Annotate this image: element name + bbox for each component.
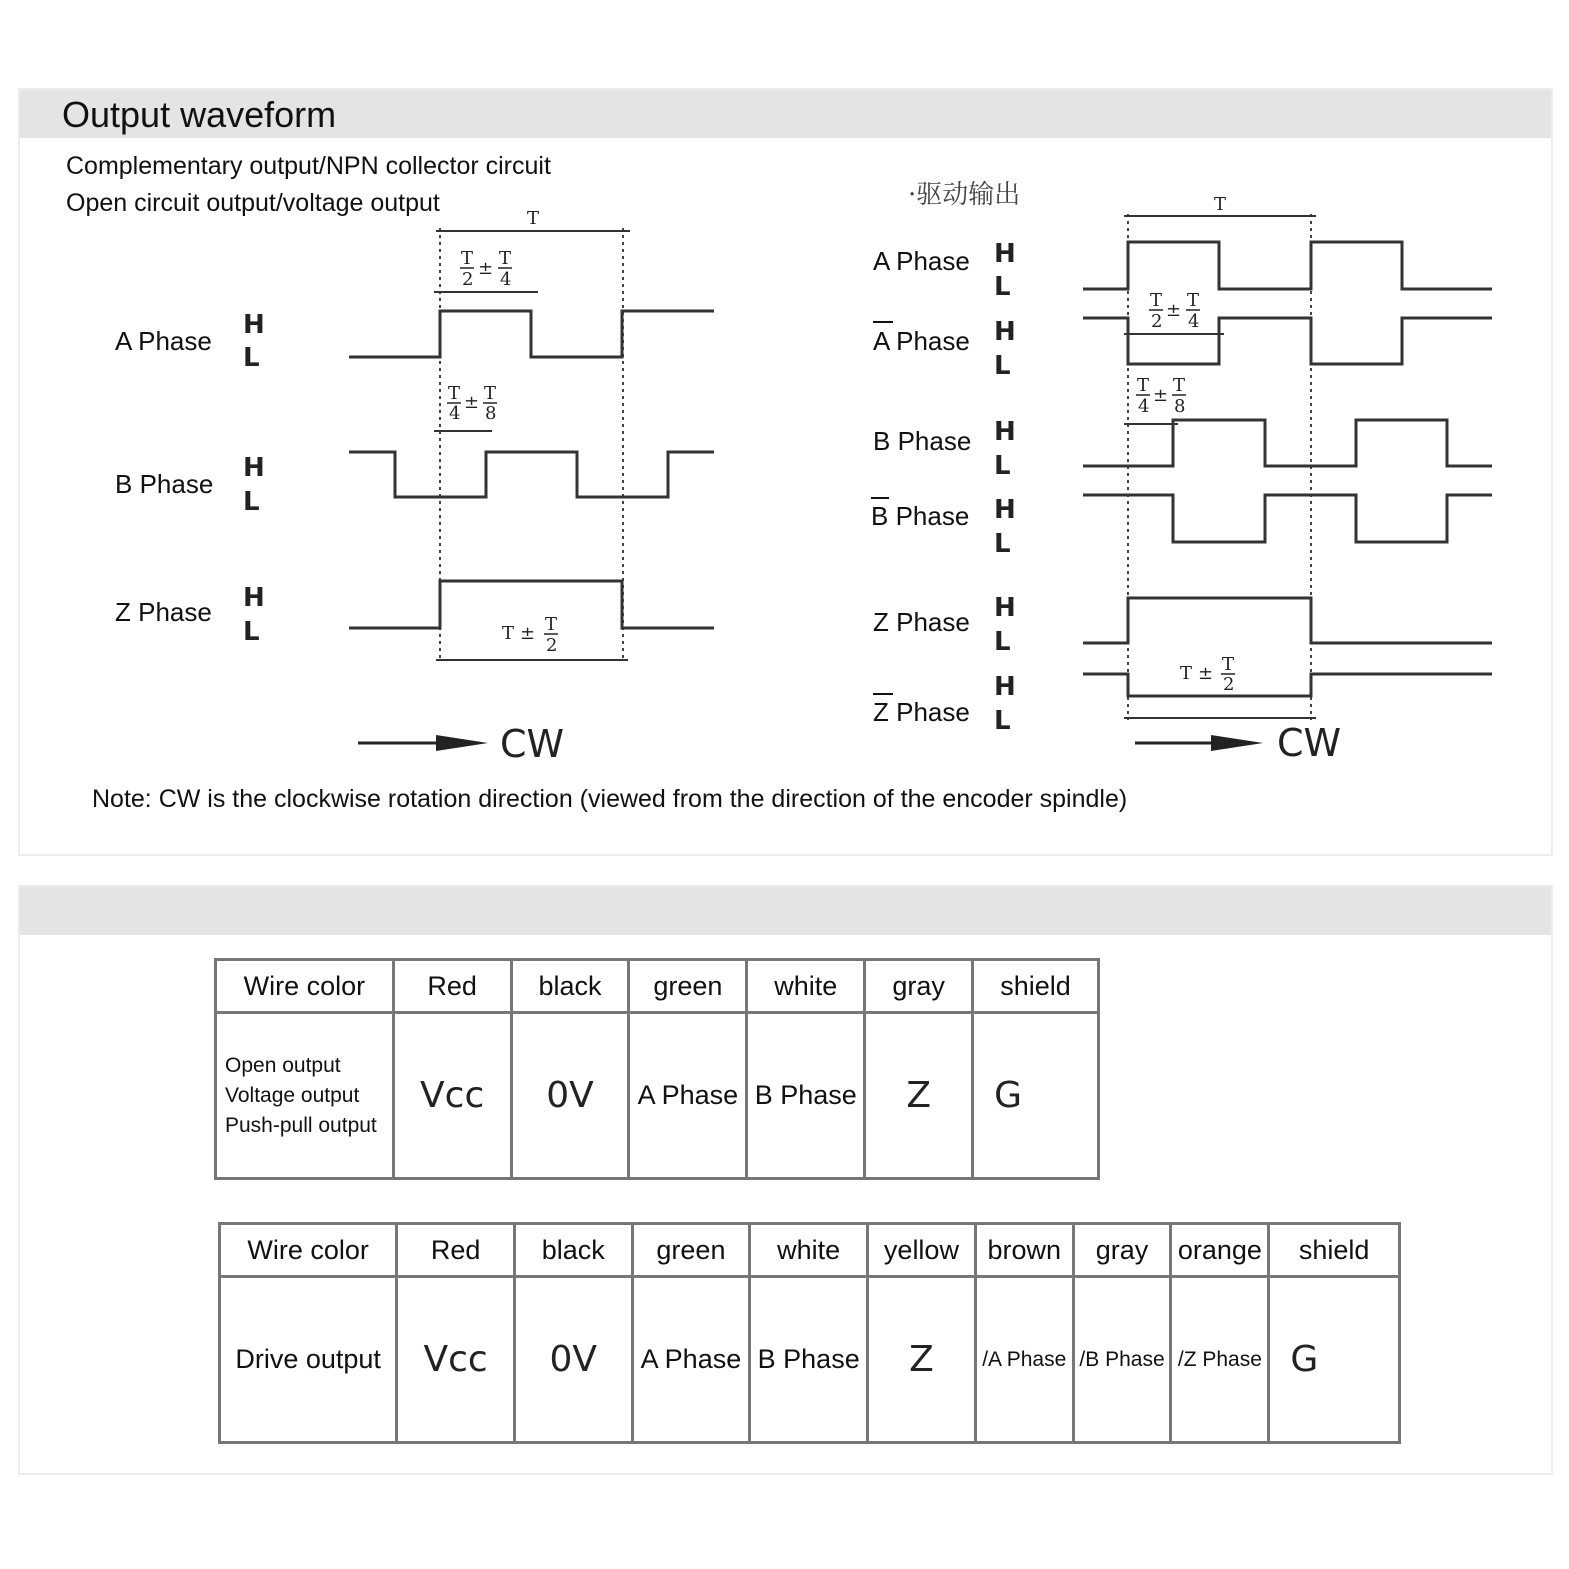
header-cell: black — [511, 960, 629, 1013]
high-label: H — [243, 310, 265, 340]
table-cell: 0V — [511, 1013, 629, 1179]
half-period-label — [1149, 290, 1200, 332]
waveform-a — [1083, 242, 1492, 289]
waveform-b — [1083, 420, 1492, 466]
subtitle-line-2: Open circuit output/voltage output — [66, 189, 440, 217]
svg-text:2: 2 — [462, 269, 474, 290]
svg-text:2: 2 — [546, 635, 558, 656]
table-cell: /Z Phase — [1171, 1277, 1269, 1443]
table-cell: Vcc — [393, 1013, 511, 1179]
cw-arrow-icon — [436, 735, 488, 751]
phase-label-z: Z Phase — [115, 597, 212, 627]
svg-text:2: 2 — [1223, 674, 1235, 695]
svg-text:4: 4 — [500, 269, 512, 290]
period-label: T — [1214, 194, 1227, 215]
table-cell: G — [973, 1013, 1099, 1179]
svg-text:T: T — [484, 383, 497, 404]
section-title: Output waveform — [62, 94, 337, 135]
drive-output-heading: ·驱动输出 — [908, 180, 1021, 210]
table-header-row — [216, 960, 1099, 1013]
table-header-row — [220, 1224, 1400, 1277]
half-period-label — [460, 248, 512, 290]
header-cell: shield — [1269, 1224, 1400, 1277]
svg-text:T: T — [499, 248, 512, 269]
low-label: L — [994, 351, 1011, 381]
phase-label-b-bar: B Phase — [871, 501, 970, 531]
table-cell: A Phase — [632, 1277, 750, 1443]
header-cell: yellow — [868, 1224, 976, 1277]
svg-text:±: ± — [1153, 385, 1169, 406]
low-label: L — [994, 706, 1011, 736]
table-cell: A Phase — [629, 1013, 747, 1179]
waveform-z-bar — [1083, 674, 1492, 696]
period-label: T — [527, 208, 540, 229]
svg-text:T: T — [545, 614, 558, 635]
table-cell: /A Phase — [975, 1277, 1073, 1443]
low-label: L — [994, 272, 1011, 302]
header-cell: Red — [393, 960, 511, 1013]
waveform-z — [1083, 598, 1492, 643]
high-label: H — [243, 453, 265, 483]
svg-text:4: 4 — [449, 403, 461, 424]
wire-table-standard — [214, 958, 1100, 1180]
low-label: L — [243, 487, 260, 517]
svg-text:T: T — [1150, 290, 1163, 311]
low-label: L — [994, 627, 1011, 657]
svg-text:4: 4 — [1188, 311, 1200, 332]
header-cell: Red — [397, 1224, 515, 1277]
header-cell: brown — [975, 1224, 1073, 1277]
high-label: H — [994, 417, 1016, 447]
cw-note: Note: CW is the clockwise rotation direction (viewed from the direction of the encoder spindle) — [92, 785, 1128, 813]
svg-text:±: ± — [478, 258, 494, 279]
waveform-a — [349, 311, 714, 357]
header-cell: Wire color — [216, 960, 394, 1013]
table-cell: B Phase — [750, 1277, 868, 1443]
row-label-line: Open output — [225, 1053, 341, 1077]
high-label: H — [994, 317, 1016, 347]
header-cell: white — [750, 1224, 868, 1277]
header-cell: Wire color — [220, 1224, 397, 1277]
phase-label-b: B Phase — [115, 469, 214, 499]
header-cell: gray — [865, 960, 973, 1013]
table-row — [220, 1277, 1400, 1443]
row-label-cell: Drive output — [220, 1277, 397, 1443]
svg-text:±: ± — [520, 623, 536, 644]
svg-text:±: ± — [464, 392, 480, 413]
svg-text:T: T — [1173, 375, 1186, 396]
cw-label: CW — [500, 722, 565, 766]
quarter-period-label — [1136, 375, 1186, 417]
high-label: H — [994, 495, 1016, 525]
svg-text:±: ± — [1198, 663, 1214, 684]
table-cell: 0V — [514, 1277, 632, 1443]
high-label: H — [994, 239, 1016, 269]
header-cell: black — [514, 1224, 632, 1277]
phase-label-z: Z Phase — [873, 607, 970, 637]
header-cell: shield — [973, 960, 1099, 1013]
low-label: L — [243, 343, 260, 373]
table-cell: /B Phase — [1073, 1277, 1171, 1443]
row-label-cell — [216, 1013, 394, 1179]
header-cell: orange — [1171, 1224, 1269, 1277]
quarter-period-label — [447, 383, 497, 424]
z-width-label — [502, 614, 558, 656]
svg-text:T: T — [461, 248, 474, 269]
phase-label-a: A Phase — [873, 246, 970, 276]
table-cell: B Phase — [747, 1013, 865, 1179]
header-cell: green — [629, 960, 747, 1013]
high-label: H — [994, 593, 1016, 623]
header-cell: green — [632, 1224, 750, 1277]
left-waveform-diagram — [115, 208, 714, 766]
cw-label: CW — [1277, 721, 1342, 765]
table-cell: Z — [865, 1013, 973, 1179]
z-width-label — [1180, 654, 1235, 695]
phase-label-b: B Phase — [873, 426, 972, 456]
phase-label-a-bar: A Phase — [873, 326, 970, 356]
svg-text:T: T — [502, 623, 515, 644]
waveform-z — [349, 581, 714, 628]
phase-label-a: A Phase — [115, 326, 212, 356]
cw-arrow-icon — [1211, 735, 1263, 751]
table-row — [216, 1013, 1099, 1179]
low-label: L — [243, 617, 260, 647]
right-waveform-diagram — [871, 180, 1492, 765]
svg-text:T: T — [1222, 654, 1235, 675]
waveform-b-bar — [1083, 495, 1492, 542]
svg-text:±: ± — [1166, 300, 1182, 321]
table-cell: Vcc — [397, 1277, 515, 1443]
svg-text:T: T — [1180, 663, 1193, 684]
svg-text:8: 8 — [485, 403, 497, 424]
subtitle-line-1: Complementary output/NPN collector circuit — [66, 152, 551, 180]
table-cell: G — [1269, 1277, 1400, 1443]
svg-text:4: 4 — [1138, 396, 1150, 417]
phase-label-z-bar: Z Phase — [873, 697, 970, 727]
header-cell: gray — [1073, 1224, 1171, 1277]
svg-text:T: T — [1187, 290, 1200, 311]
waveform-b — [349, 452, 714, 497]
panel-header — [20, 887, 1551, 935]
header-cell: white — [747, 960, 865, 1013]
high-label: H — [243, 583, 265, 613]
row-label-line: Push-pull output — [225, 1113, 377, 1137]
svg-text:8: 8 — [1174, 396, 1186, 417]
waveform-a-bar — [1083, 318, 1492, 364]
low-label: L — [994, 451, 1011, 481]
svg-text:T: T — [448, 383, 461, 404]
wire-table-drive — [218, 1222, 1401, 1444]
table-cell: Z — [868, 1277, 976, 1443]
low-label: L — [994, 529, 1011, 559]
high-label: H — [994, 672, 1016, 702]
svg-text:2: 2 — [1151, 311, 1163, 332]
svg-text:T: T — [1137, 375, 1150, 396]
row-label-line: Voltage output — [225, 1083, 360, 1107]
